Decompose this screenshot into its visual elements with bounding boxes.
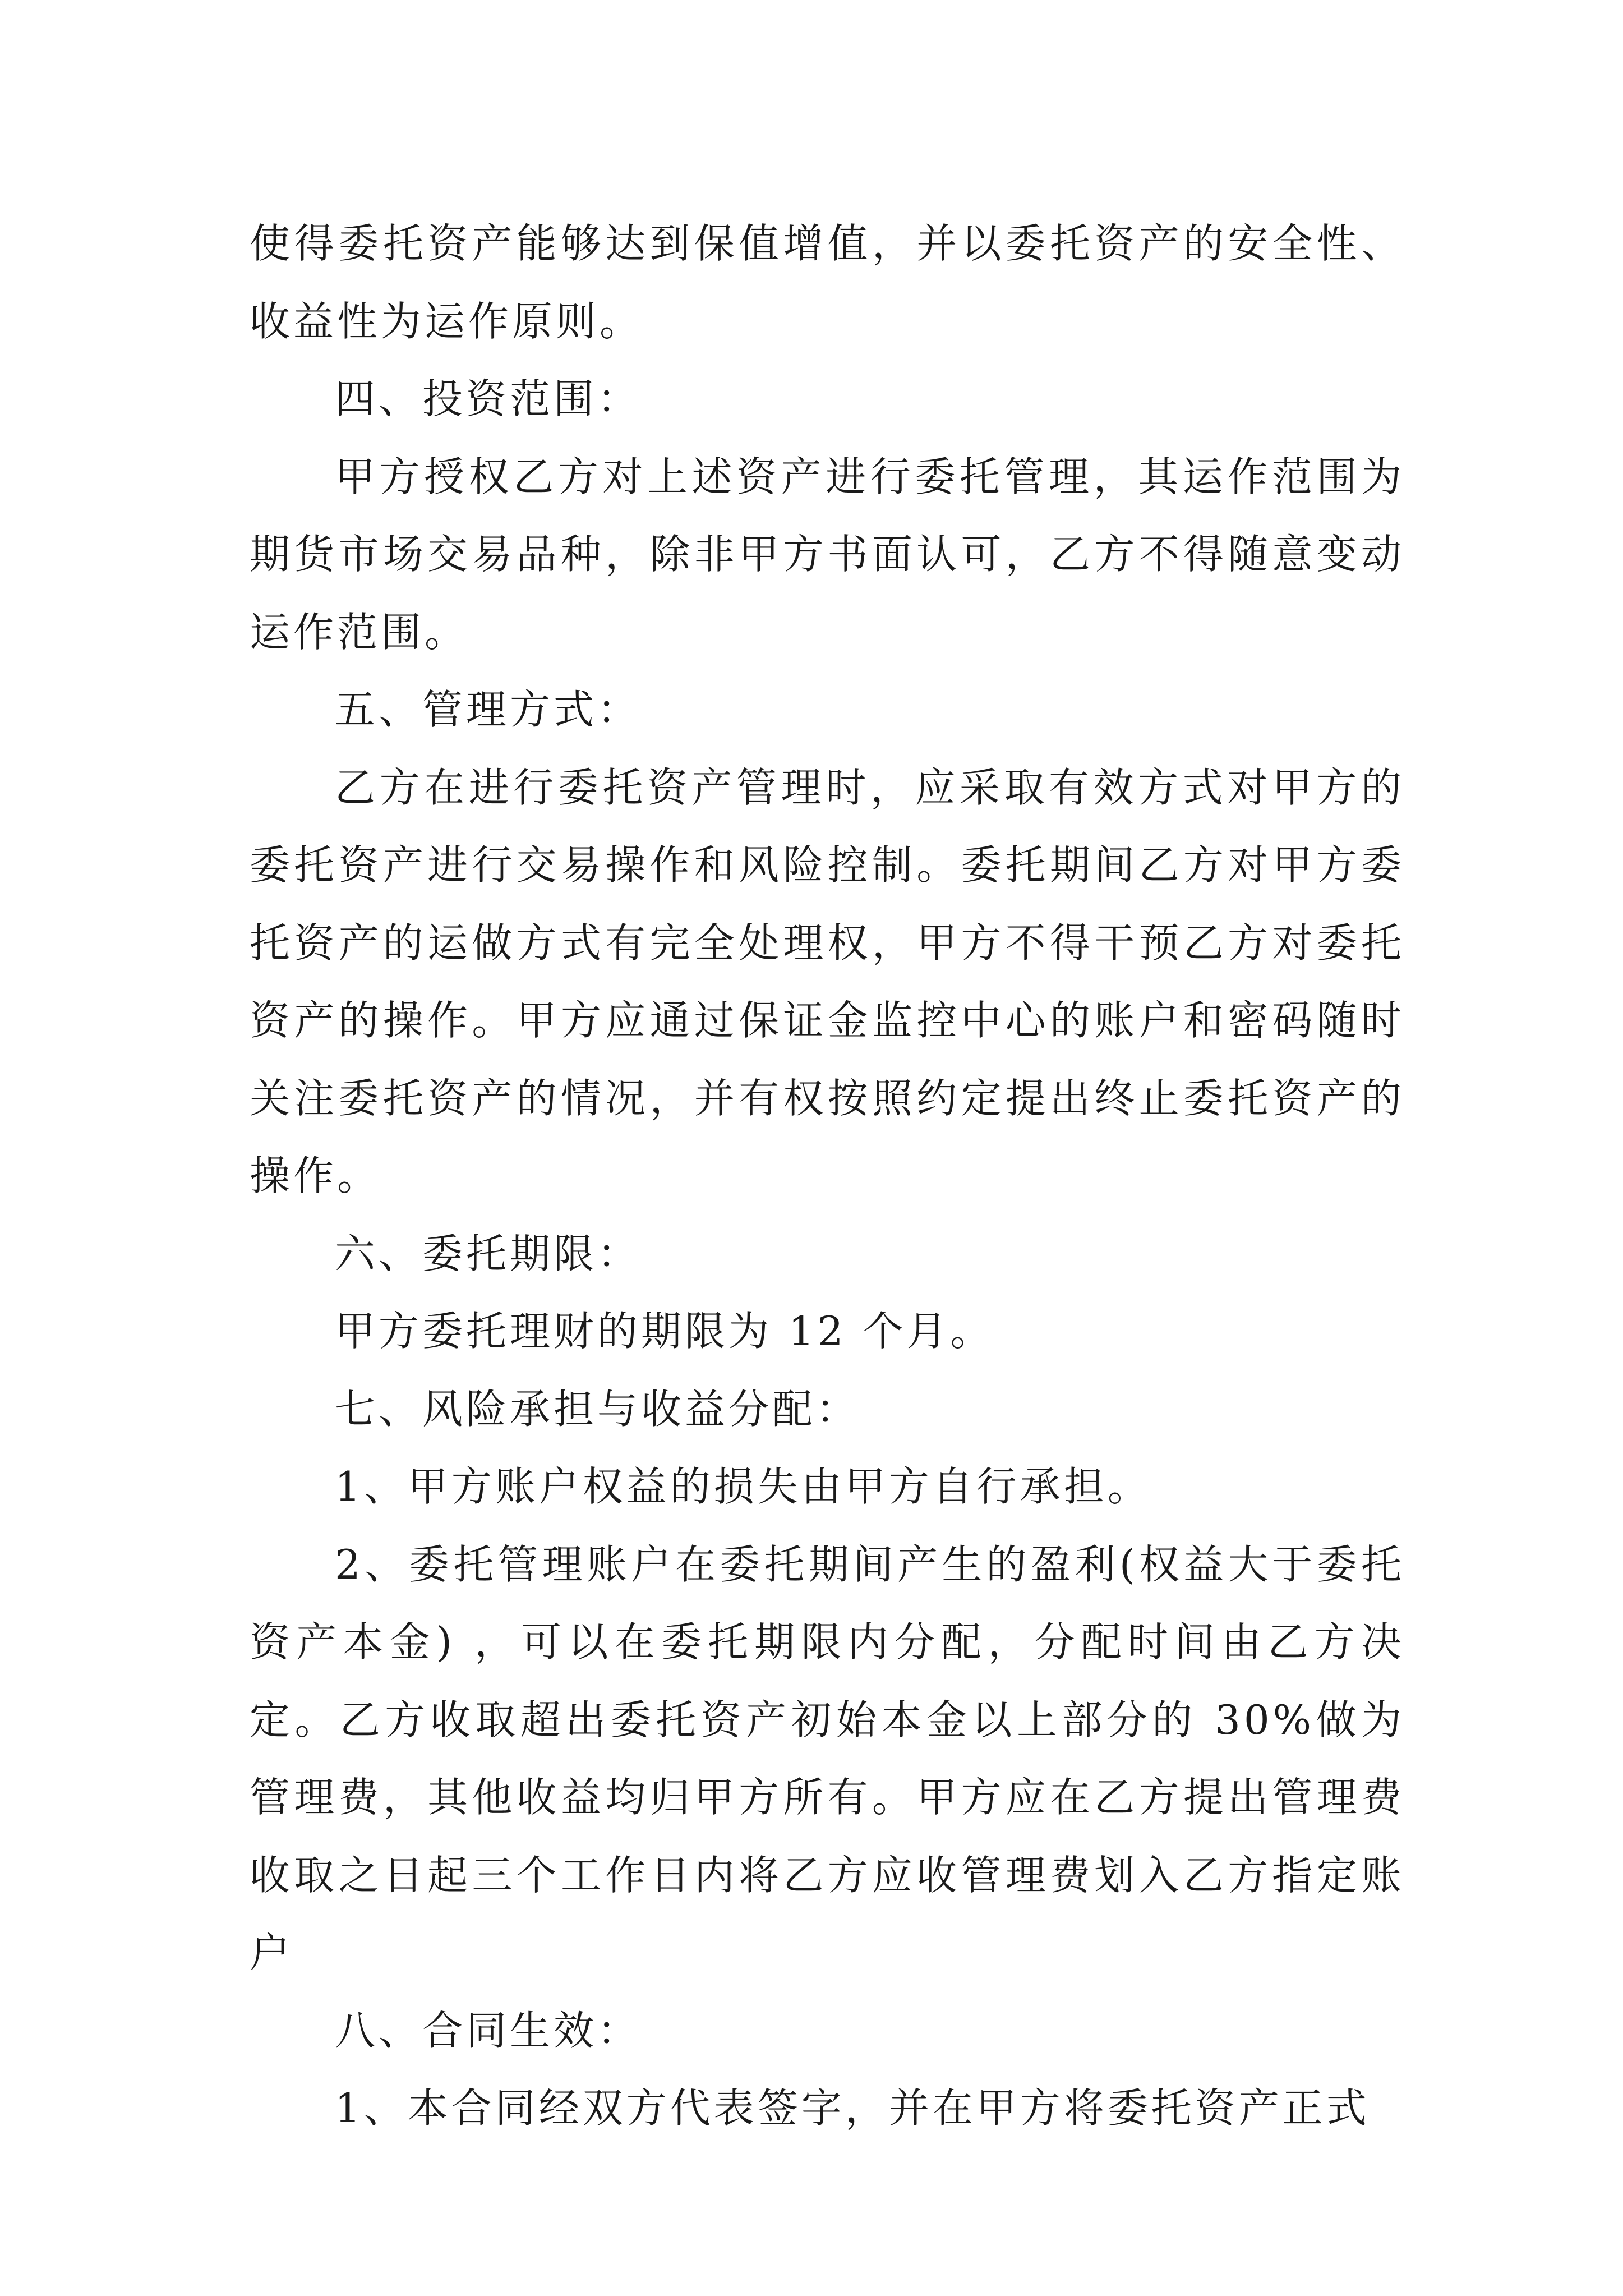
document-body [250, 205, 1405, 2147]
section-heading-entrustment-term: 六、委托期限： [335, 1230, 642, 1277]
paragraph-entrustment-term: 甲方委托理财的期限为 12 个月。 [335, 1308, 994, 1355]
clause-contract-effect-1: 1、本合同经双方代表签字，并在甲方将委托资产正式 [335, 2085, 1370, 2132]
section-heading-management-method: 五、管理方式： [335, 686, 642, 733]
section-heading-contract-effect: 八、合同生效： [335, 2007, 642, 2054]
section-heading-investment-scope: 四、投资范围： [335, 375, 642, 422]
clause-profit-2: 2、委托管理账户在委托期间产生的盈利(权益大于委托资产本金) ，可以在委托期限内分配，分配时间由乙方决定。乙方收取超出委托资产初始本金以上部分的 30%做为管理费，其他收益均归甲方所有。甲方应在乙方提出管理费收取之日起三个工作日内将乙方应收管理费划入乙方指定账户 [250, 1540, 1405, 1976]
paragraph-management-method: 乙方在进行委托资产管理时，应采取有效方式对甲方的委托资产进行交易操作和风险控制。委托期间乙方对甲方委托资产的运做方式有完全处理权，甲方不得干预乙方对委托资产的操作。甲方应通过保证金监控中心的账户和密码随时关注委托资产的情况，并有权按照约定提出终止委托资产的操作。 [250, 763, 1405, 1199]
paragraph-continuation: 使得委托资产能够达到保值增值，并以委托资产的安全性、收益性为运作原则。 [250, 220, 1405, 345]
section-heading-risk-and-profit: 七、风险承担与收益分配： [335, 1385, 860, 1433]
clause-risk-1: 1、甲方账户权益的损失由甲方自行承担。 [335, 1463, 1151, 1510]
paragraph-investment-scope: 甲方授权乙方对上述资产进行委托管理，其运作范围为期货市场交易品种，除非甲方书面认可，乙方不得随意变动运作范围。 [250, 453, 1405, 656]
